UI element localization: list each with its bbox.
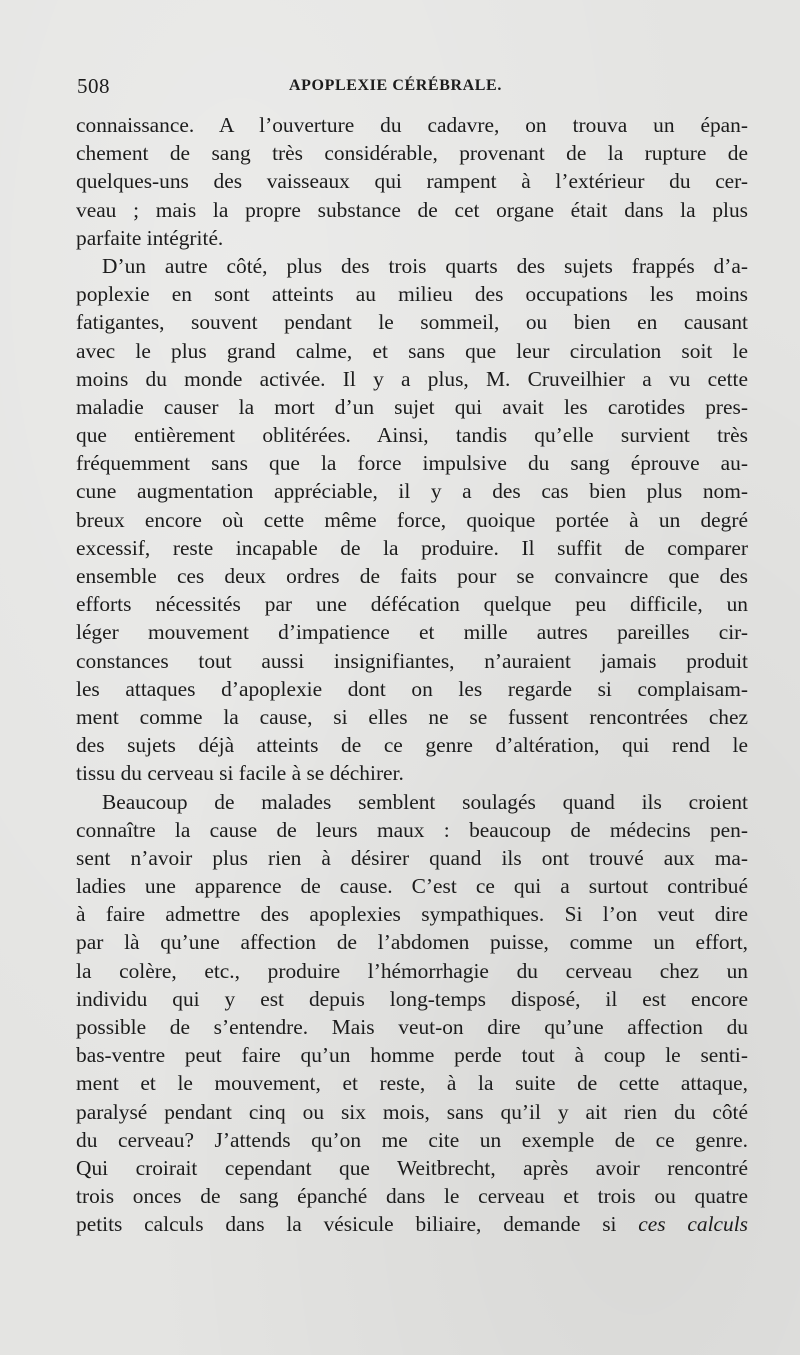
text-line: connaissance. A l’ouverture du cadavre, on trouva un épan- bbox=[76, 113, 748, 137]
text-line: constances tout aussi insignifiantes, n’auraient jamais produit bbox=[76, 648, 748, 673]
text-line: maladie causer la mort d’un sujet qui avait les carotides pres- bbox=[76, 394, 748, 419]
text-line: les attaques d’apoplexie dont on les regarde si complaisam- bbox=[76, 676, 748, 701]
running-title: APOPLEXIE CÉRÉBRALE. bbox=[289, 77, 502, 94]
text-line: paralysé pendant cinq ou six mois, sans qu’il y ait rien du côté bbox=[76, 1099, 748, 1124]
text-line: veau ; mais la propre substance de cet organe était dans la plus bbox=[76, 197, 748, 222]
text-line: tissu du cerveau si facile à se déchirer. bbox=[76, 761, 404, 786]
text-line: Qui croirait cependant que Weitbrecht, après avoir rencontré bbox=[76, 1155, 748, 1180]
text-line: parfaite intégrité. bbox=[76, 225, 224, 250]
text-line: léger mouvement d’impatience et mille autres pareilles cir- bbox=[76, 620, 748, 645]
text-line: trois onces de sang épanché dans le cerveau et trois ou quatre bbox=[76, 1184, 748, 1209]
text-line: cune augmentation appréciable, il y a des cas bien plus nom- bbox=[76, 479, 748, 504]
text-line: possible de s’entendre. Mais veut-on dire qu’une affection du bbox=[76, 1015, 748, 1039]
text-line: quelques-uns des vaisseaux qui rampent à l’extérieur du cer- bbox=[76, 169, 748, 194]
text-line: à faire admettre des apoplexies sympathiques. Si l’on veut dire bbox=[76, 902, 748, 927]
final-line-text: petits calculs dans la vésicule biliaire, demande si bbox=[76, 1212, 617, 1237]
text-line: par là qu’une affection de l’abdomen puisse, comme un effort, bbox=[76, 930, 748, 955]
text-line: sent n’avoir plus rien à désirer quand ils ont trouvé aux ma- bbox=[76, 845, 748, 870]
text-line: ladies une apparence de cause. C’est ce qui a surtout contribué bbox=[76, 874, 748, 899]
text-line: moins du monde activée. Il y a plus, M. Cruveilhier a vu cette bbox=[76, 366, 748, 391]
final-line-italic-text: ces calculs bbox=[638, 1212, 749, 1237]
text-line: efforts nécessités par une défécation quelque peu difficile, un bbox=[76, 592, 748, 617]
text-line: chement de sang très considérable, provenant de la rupture de bbox=[76, 141, 748, 166]
text-line: ment et le mouvement, et reste, à la suite de cette attaque, bbox=[76, 1071, 748, 1096]
paragraph-start-line: D’un autre côté, plus des trois quarts des sujets frappés d’a- bbox=[102, 253, 748, 278]
text-line: connaître la cause de leurs maux : beaucoup de médecins pen- bbox=[76, 817, 748, 842]
text-line: fréquemment sans que la force impulsive du sang éprouve au- bbox=[76, 451, 748, 476]
text-line: breux encore où cette même force, quoique portée à un degré bbox=[76, 507, 748, 532]
text-line: ensemble ces deux ordres de faits pour se convaincre que des bbox=[76, 564, 748, 588]
text-line: bas-ventre peut faire qu’un homme perde tout à coup le senti- bbox=[76, 1043, 748, 1068]
text-line: des sujets déjà atteints de ce genre d’altération, qui rend le bbox=[76, 733, 748, 758]
text-line: ment comme la cause, si elles ne se fussent rencontrées chez bbox=[76, 704, 748, 729]
page-header bbox=[77, 74, 747, 104]
page-number: 508 bbox=[77, 74, 110, 98]
paragraph-start-line: Beaucoup de malades semblent soulagés quand ils croient bbox=[102, 789, 748, 814]
text-line: individu qui y est depuis long-temps disposé, il est encore bbox=[76, 986, 748, 1011]
text-line: la colère, etc., produire l’hémorrhagie du cerveau chez un bbox=[76, 958, 748, 983]
text-line: que entièrement oblitérées. Ainsi, tandis qu’elle survient très bbox=[76, 423, 748, 448]
text-line: excessif, reste incapable de la produire. Il suffit de comparer bbox=[76, 535, 748, 560]
text-line: du cerveau? J’attends qu’on me cite un exemple de ce genre. bbox=[76, 1127, 748, 1152]
text-line-final bbox=[76, 1210, 748, 1238]
text-line: fatigantes, souvent pendant le sommeil, ou bien en causant bbox=[76, 310, 748, 335]
text-line: poplexie en sont atteints au milieu des occupations les moins bbox=[76, 282, 748, 307]
body-text bbox=[76, 111, 748, 1239]
text-line: avec le plus grand calme, et sans que leur circulation soit le bbox=[76, 338, 748, 363]
